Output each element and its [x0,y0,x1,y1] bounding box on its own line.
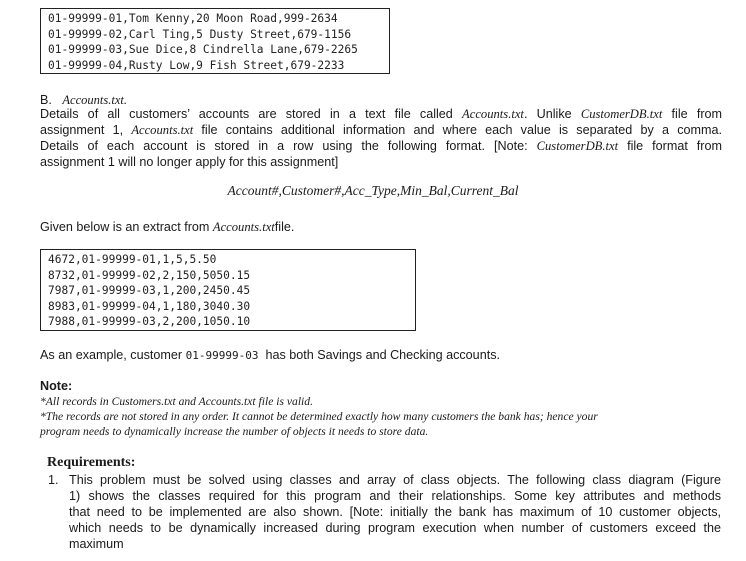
example-customer-id: 01-99999-03 [185,349,259,362]
note-line: program needs to dynamically increase the number of objects it needs to store data. [40,425,429,438]
paragraph-line: assignment 1, Accounts.txt file contains additional information and where each value is separated by a comma. [40,123,722,137]
requirement-item [69,472,721,552]
paragraph-line: assignment 1 will no longer apply for this assignment] [40,155,339,169]
requirement-line: which needs to be dynamically increased during program execution when number of customers exceed the [69,521,721,535]
customer-record: 01-99999-04,Rusty Low,9 Fish Street,679-2233 [48,58,345,72]
section-b-paragraph [40,106,722,170]
requirement-line: maximum [69,537,124,551]
requirements-heading: Requirements: [47,455,136,470]
extract-intro: Given below is an extract from Accounts.txtfile. [40,220,295,234]
account-records-box [40,249,416,331]
account-record: 8983,01-99999-04,1,180,3040.30 [48,299,251,313]
note-heading: Note: [40,379,73,393]
requirement-line: that need to be implemented are also shown. [Note: initially the bank has maximum of 10 customer objects, [69,505,721,519]
requirement-item-number: 1. [48,473,59,487]
section-letter: B. [40,93,52,107]
paragraph-line: Details of all customers’ accounts are stored in a text file called Accounts.txt. Unlike CustomerDB.txt file from [40,107,723,121]
record-format: Account#,Customer#,Acc_Type,Min_Bal,Current_Bal [227,183,519,198]
note-line: *All records in Customers.txt and Accounts.txt file is valid. [40,395,313,408]
example-line: As an example, customer 01-99999-03 has both Savings and Checking accounts. [40,348,500,362]
requirement-line: 1) shows the classes required for this program and their relationships. Some key attributes and methods [69,489,721,503]
customer-records-box [40,8,390,74]
customer-record: 01-99999-03,Sue Dice,8 Cindrella Lane,679-2265 [48,43,358,56]
account-record: 8732,01-99999-02,2,150,5050.15 [48,268,251,282]
section-title: Accounts.txt. [62,93,127,107]
customer-record: 01-99999-02,Carl Ting,5 Dusty Street,679-1156 [48,27,352,41]
note-line: *The records are not stored in any order. It cannot be determined exactly how many customers the bank has; hence your [40,410,598,423]
account-record: 4672,01-99999-01,1,5,5.50 [48,253,217,266]
note-block [40,378,730,439]
requirement-line: This problem must be solved using classes and array of class objects. The following class diagram (Figure [69,473,721,487]
customer-record: 01-99999-01,Tom Kenny,20 Moon Road,999-2634 [48,12,338,25]
account-record: 7987,01-99999-03,1,200,2450.45 [48,284,251,297]
account-record: 7988,01-99999-03,2,200,1050.10 [48,315,251,328]
paragraph-line: Details of each account is stored in a row using the following format. [Note: CustomerDB.txt file format from [40,139,722,153]
